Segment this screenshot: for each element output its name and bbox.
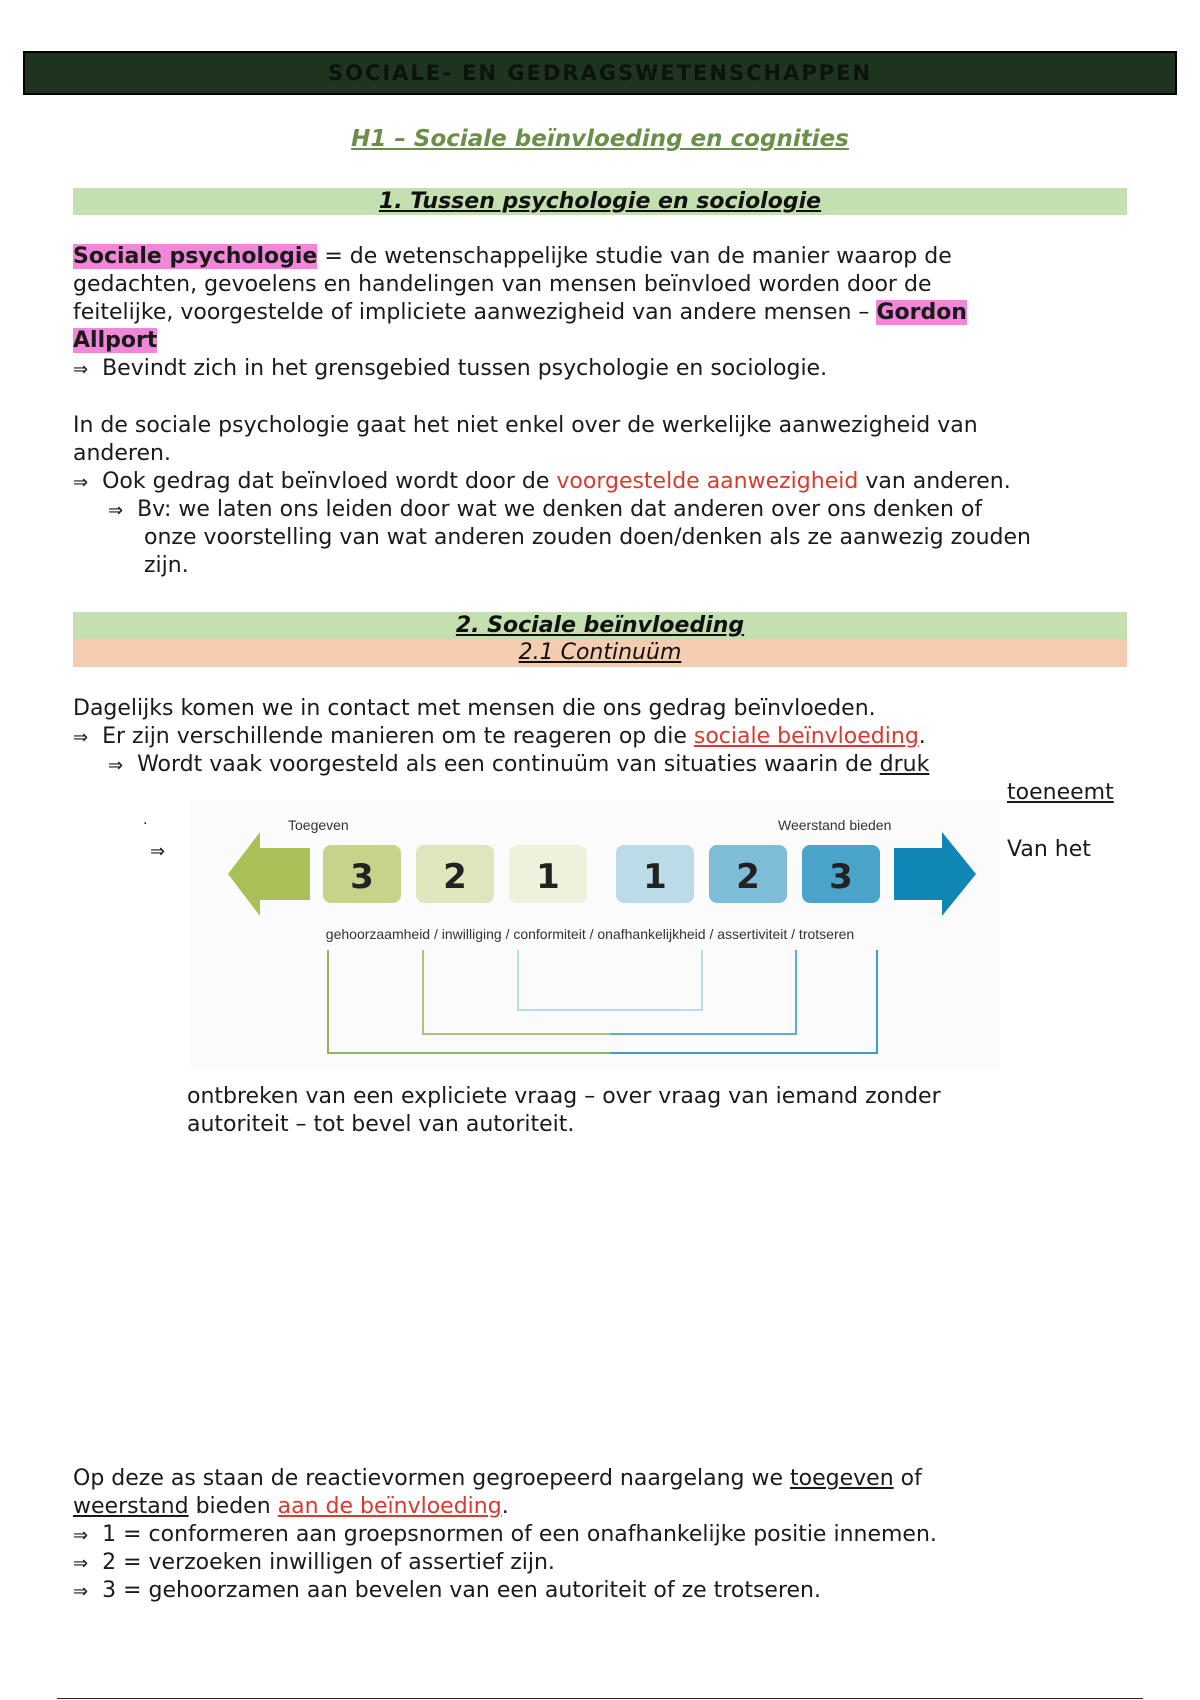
bullet-grensgebied: ⇒ Bevindt zich in het grensgebied tussen psychologie en sociologie.: [73, 356, 828, 381]
chapter-title: H1 – Sociale beïnvloeding en cognities: [351, 126, 849, 152]
dot-marker: .: [143, 812, 148, 828]
axis-explanation-2: weerstand bieden aan de beïnvloeding.: [73, 1494, 509, 1519]
definition-line-1: Sociale psychologie = de wetenschappelijke studie van de manier waarop de: [73, 244, 952, 269]
section-1-heading: 1. Tussen psychologie en sociologie: [73, 188, 1127, 215]
arrow-icon: ⇒: [73, 359, 89, 380]
label-weerstand-bieden: Weerstand bieden: [778, 817, 892, 833]
definition-line-2: gedachten, gevoelens en handelingen van mensen beïnvloed worden door de: [73, 272, 932, 297]
box-left-1-label: 1: [536, 857, 560, 897]
arrow-icon: ⇒: [73, 727, 89, 748]
term-highlight: Sociale psychologie: [73, 244, 318, 269]
axis-explanation-1: Op deze as staan de reactievormen gegroepeerd naargelang we toegeven of: [73, 1466, 922, 1491]
paragraph-line-2: anderen.: [73, 441, 171, 466]
arrow-icon: ⇒: [73, 1525, 89, 1546]
box-right-2-label: 2: [736, 857, 760, 897]
box-right-3-label: 3: [829, 857, 853, 897]
label-toegeven: Toegeven: [288, 817, 349, 833]
van-het-text: Van het: [1007, 837, 1091, 862]
arrow-icon: ⇒: [108, 755, 124, 776]
bullet-manieren: ⇒ Er zijn verschillende manieren om te reageren op die sociale beïnvloeding.: [73, 724, 926, 749]
sub-bullet-bv-line-2: onze voorstelling van wat anderen zouden doen/denken als ze aanwezig zouden: [144, 525, 1031, 550]
sub-bullet-bv: ⇒ Bv: we laten ons leiden door wat we denken dat anderen over ons denken of: [108, 497, 983, 522]
definition-line-4: [73, 327, 157, 355]
author-highlight: Gordon: [876, 300, 967, 325]
sub-bullet-continuum: ⇒ Wordt vaak voorgesteld als een continuüm van situaties waarin de druk: [108, 752, 930, 777]
diagram-caption: gehoorzaamheid / inwilliging / conformiteit / onafhankelijkheid / assertiviteit / trotseren: [325, 926, 855, 942]
bullet-level-3: ⇒ 3 = gehoorzamen aan bevelen van een autoriteit of ze trotseren.: [73, 1578, 821, 1603]
section-2-heading: 2. Sociale beïnvloeding: [73, 612, 1127, 639]
page-bottom-rule: [57, 1698, 1143, 1699]
subsection-heading: 2.1 Continuüm: [73, 639, 1127, 667]
sub-bullet-bv-line-3: zijn.: [144, 553, 189, 578]
toeneemt-word: toeneemt: [1007, 780, 1114, 805]
box-left-2-label: 2: [443, 857, 467, 897]
arrow-icon: ⇒: [108, 500, 124, 521]
author-highlight-2: Allport: [73, 328, 158, 353]
arrow-icon: ⇒: [73, 1581, 89, 1602]
paragraph-line-1: In de sociale psychologie gaat het niet enkel over de werkelijke aanwezigheid van: [73, 413, 978, 438]
arrow-icon: ⇒: [73, 1553, 89, 1574]
bullet-level-2: ⇒ 2 = verzoeken inwilligen of assertief zijn.: [73, 1550, 555, 1575]
continuum-explanation-2: autoriteit – tot bevel van autoriteit.: [187, 1112, 575, 1137]
continuum-diagram: [190, 800, 1000, 1070]
arrow-icon: ⇒: [150, 841, 166, 862]
box-right-1-label: 1: [643, 857, 667, 897]
bullet-voorgesteld: ⇒ Ook gedrag dat beïnvloed wordt door de voorgestelde aanwezigheid van anderen.: [73, 469, 1011, 494]
section-2-intro: Dagelijks komen we in contact met mensen die ons gedrag beïnvloeden.: [73, 696, 876, 721]
bullet-level-1: ⇒ 1 = conformeren aan groepsnormen of een onafhankelijke positie innemen.: [73, 1522, 937, 1547]
box-left-3-label: 3: [350, 857, 374, 897]
document-header: SOCIALE- EN GEDRAGSWETENSCHAPPEN: [23, 51, 1177, 95]
arrow-icon: ⇒: [73, 472, 89, 493]
definition-line-3: feitelijke, voorgestelde of impliciete aanwezigheid van andere mensen – Gordon: [73, 300, 967, 325]
continuum-explanation-1: ontbreken van een expliciete vraag – over vraag van iemand zonder: [187, 1084, 941, 1109]
